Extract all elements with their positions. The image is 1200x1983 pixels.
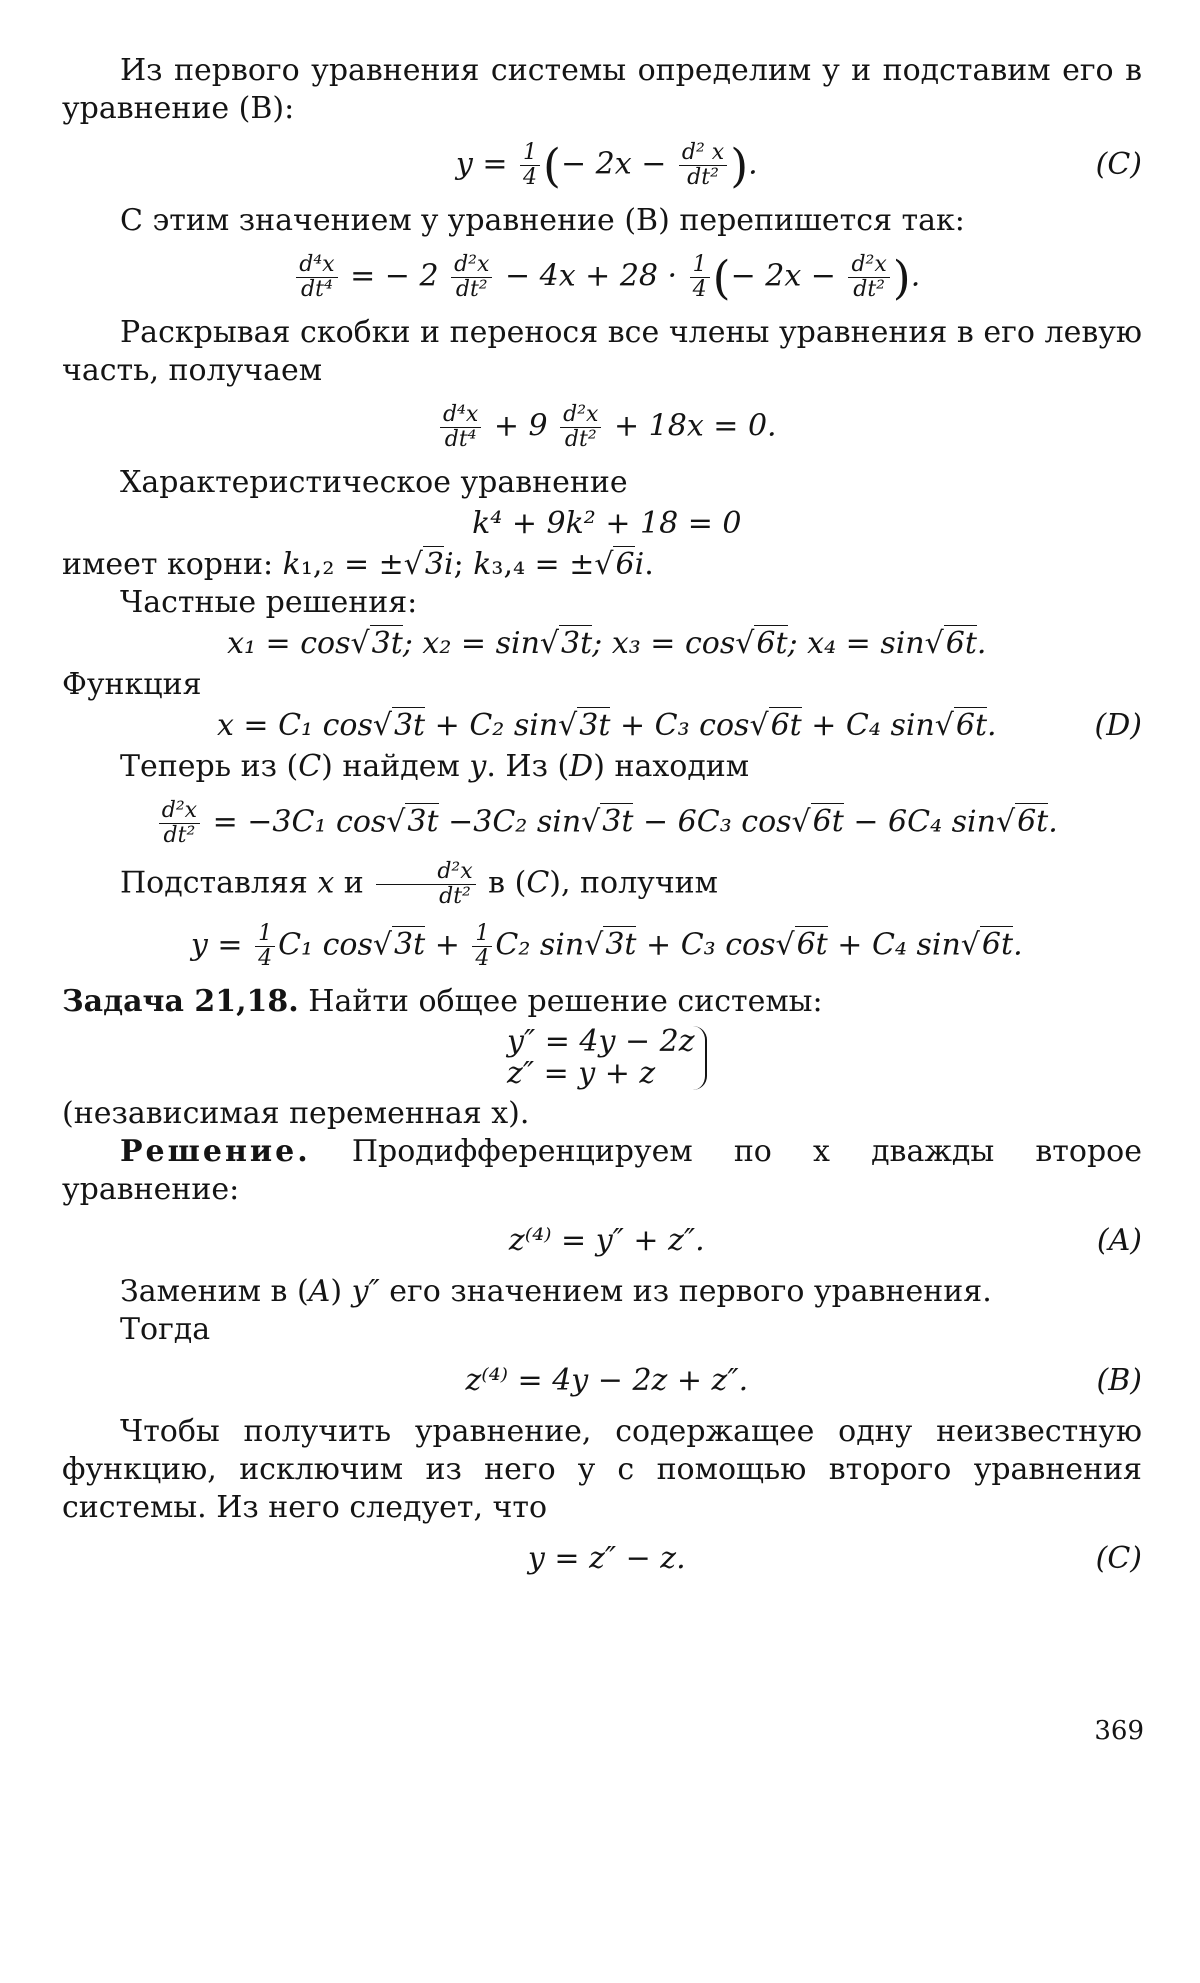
equation-a bbox=[62, 1209, 1142, 1273]
equation-reduced bbox=[62, 390, 1142, 464]
equation-system-body bbox=[507, 1026, 707, 1090]
paragraph-intro: Из первого уравнения системы определим y и подставим его в уравнение (B): bbox=[62, 53, 1142, 126]
equation-c-second bbox=[62, 1527, 1142, 1591]
equation-a-label: (A) bbox=[1096, 1223, 1142, 1258]
equation-particular-body: x₁ = cos√3t; x₂ = sin√3t; x₃ = cos√6t; x₄ = sin√6t. bbox=[227, 626, 987, 661]
paragraph-expand: Раскрывая скобки и перенося все члены уравнения в его левую часть, получаем bbox=[62, 315, 1142, 388]
equation-c-first-body: y = $\frac{1}{4}$ (− 2x − $\frac{\text{d² x}}{\text{dt²}}$ ). bbox=[455, 138, 758, 192]
equation-c-first bbox=[62, 128, 1142, 202]
equation-particular bbox=[62, 622, 1142, 666]
equation-y-result-body: y = $\frac{1}{4}$ C₁ cos√3t + $\frac{1}{4}$ C₂ sin√3t + C₃ cos√6t + C₄ sin√6t. bbox=[190, 920, 1023, 971]
equation-d-body: x = C₁ cos√3t + C₂ sin√3t + C₃ cos√6t + C₄ sin√6t. bbox=[216, 708, 997, 743]
system-line-1: y″ = 4y − 2z bbox=[507, 1024, 695, 1059]
page-number: 369 bbox=[1094, 1716, 1144, 1746]
solution-word: Решение. bbox=[120, 1134, 311, 1169]
equation-d bbox=[62, 704, 1142, 748]
equation-reduced-body: $\frac{\text{d⁴x}}{\text{dt⁴}}$ + 9 $\frac{\text{d²x}}{\text{dt²}}$ + 18x = 0. bbox=[437, 403, 777, 452]
system-line-2: z″ = y + z bbox=[507, 1056, 656, 1091]
equation-b-second-body: z⁽⁴⁾ = 4y − 2z + z″. bbox=[465, 1363, 749, 1398]
paragraph-replace: Заменим в (A) y″ его значением из первого уравнения. bbox=[120, 1274, 992, 1309]
equation-b-rewrite bbox=[62, 240, 1142, 314]
task-heading bbox=[62, 983, 1142, 1021]
equation-second-derivative-body: $\frac{\text{d²x}}{\text{dt²}}$ = −3C₁ cos√3t −3C₂ sin√3t − 6C₃ cos√6t − 6C₄ sin√6t. bbox=[156, 799, 1058, 848]
paragraph-substitute: Подставляя x и $\frac{\text{d²x}}{\text{dt²}}$ в (C), получим bbox=[120, 859, 718, 909]
paragraph-rewrite: С этим значением y уравнение (B) перепишется так: bbox=[120, 203, 965, 238]
task-text: Найти общее решение системы: bbox=[308, 984, 823, 1019]
equation-system bbox=[62, 1021, 1142, 1095]
equation-y-result bbox=[62, 909, 1142, 983]
equation-characteristic-body: k⁴ + 9k² + 18 = 0 bbox=[472, 506, 742, 541]
equation-a-body: z⁽⁴⁾ = y″ + z″. bbox=[508, 1223, 705, 1258]
textbook-page bbox=[62, 52, 1142, 1591]
equation-c-second-body: y = z″ − z. bbox=[527, 1541, 686, 1576]
paragraph-find-y: Теперь из (C) найдем y. Из (D) находим bbox=[120, 749, 750, 784]
task-title: Задача 21,18. bbox=[62, 984, 299, 1019]
equation-d-label: (D) bbox=[1094, 708, 1142, 743]
equation-c-first-label: (C) bbox=[1095, 147, 1142, 182]
equation-c-second-label: (C) bbox=[1095, 1541, 1142, 1576]
paragraph-particular: Частные решения: bbox=[120, 585, 418, 620]
paragraph-roots: имеет корни: k₁,₂ = ±√3i; k₃,₄ = ±√6i. bbox=[62, 547, 654, 582]
paragraph-solution bbox=[62, 1133, 1142, 1209]
equation-b-second-label: (B) bbox=[1096, 1363, 1142, 1398]
paragraph-then: Тогда bbox=[120, 1312, 211, 1347]
paragraph-independent-variable: (независимая переменная x). bbox=[62, 1096, 530, 1131]
equation-characteristic bbox=[62, 502, 1142, 546]
equation-second-derivative bbox=[62, 786, 1142, 860]
paragraph-function: Функция bbox=[62, 667, 202, 702]
solution-text: Продифференцируем по x дважды второе уравнение: bbox=[62, 1134, 1142, 1207]
paragraph-eliminate: Чтобы получить уравнение, содержащее одну неизвестную функцию, исключим из него y с помощью второго уравнения системы. Из него следует, что bbox=[62, 1414, 1142, 1525]
equation-b-rewrite-body: $\frac{\text{d⁴x}}{\text{dt⁴}}$ = − 2 $\frac{\text{d²x}}{\text{dt²}}$ − 4x + 28 · $\frac{1}{4}$ (− 2x − $\frac{\text{d²x}}{\text{dt²}}$ ). bbox=[293, 253, 920, 302]
paragraph-characteristic: Характеристическое уравнение bbox=[120, 465, 628, 500]
equation-b-second bbox=[62, 1349, 1142, 1413]
